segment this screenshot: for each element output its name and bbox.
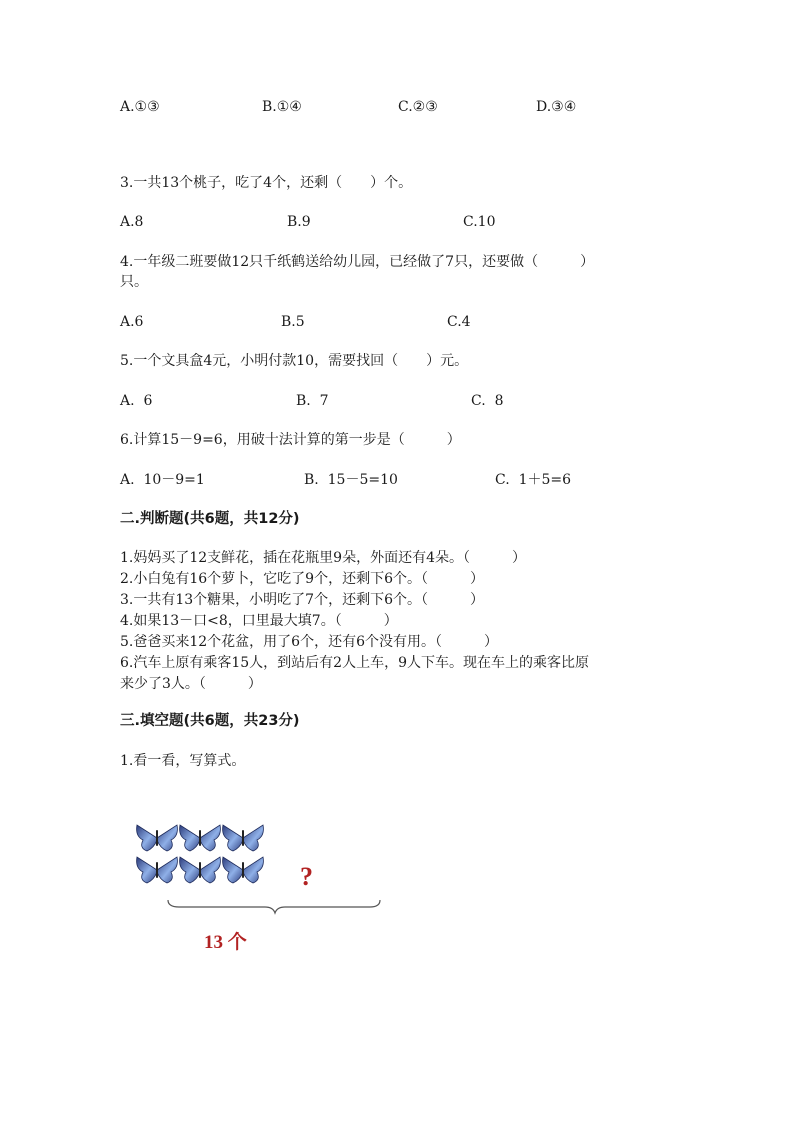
brace [165, 896, 385, 916]
judge-item-6-line1: 6.汽车上原有乘客15人，到站后有2人上车，9人下车。现在车上的乘客比原 [120, 655, 589, 671]
q3-option-a: A.8 [120, 214, 144, 230]
butterfly-icon [135, 854, 179, 890]
question-5: 5.一个文具盒4元，小明付款10，需要找回（ ）元。 [120, 353, 469, 369]
q4-option-a: A.6 [120, 314, 144, 330]
judge-item-6-line2: 来少了3人。（ ） [120, 676, 262, 692]
question-4-line1: 4.一年级二班要做12只千纸鹤送给幼儿园，已经做了7只，还要做（ ） [120, 254, 595, 270]
q3-option-c: C.10 [463, 214, 496, 230]
judge-item-4: 4.如果13－口<8，口里最大填7。（ ） [120, 613, 398, 629]
q6-option-a: A. 10－9=1 [120, 472, 205, 488]
q3-option-b: B.9 [287, 214, 311, 230]
question-4-line2: 只。 [120, 274, 148, 290]
section-3-title: 三.填空题(共6题，共23分) [120, 713, 300, 729]
q5-option-b: B. 7 [296, 393, 329, 409]
butterfly-icon [221, 822, 265, 858]
prev-option-d: D.③④ [536, 99, 577, 115]
total-label: 13 个 [204, 932, 247, 953]
question-mark: ? [300, 862, 313, 891]
prev-option-c: C.②③ [398, 99, 438, 115]
question-3: 3.一共13个桃子，吃了4个，还剩（ ）个。 [120, 175, 413, 191]
judge-item-1: 1.妈妈买了12支鲜花，插在花瓶里9朵，外面还有4朵。（ ） [120, 550, 526, 566]
judge-item-5: 5.爸爸买来12个花盆，用了6个，还有6个没有用。（ ） [120, 634, 498, 650]
judge-item-2: 2.小白兔有16个萝卜，它吃了9个，还剩下6个。（ ） [120, 571, 484, 587]
butterfly-icon [178, 854, 222, 890]
section-2-title: 二.判断题(共6题，共12分) [120, 511, 300, 527]
q5-option-c: C. 8 [471, 393, 504, 409]
judge-item-3: 3.一共有13个糖果，小明吃了7个，还剩下6个。（ ） [120, 592, 484, 608]
question-6: 6.计算15－9=6，用破十法计算的第一步是（ ） [120, 432, 461, 448]
q4-option-c: C.4 [447, 314, 471, 330]
prev-option-b: B.①④ [262, 99, 302, 115]
fill-question-1: 1.看一看，写算式。 [120, 753, 246, 769]
butterfly-icon [135, 822, 179, 858]
q6-option-c: C. 1＋5=6 [495, 472, 572, 488]
q4-option-b: B.5 [281, 314, 305, 330]
q6-option-b: B. 15－5=10 [304, 472, 398, 488]
butterfly-icon [178, 822, 222, 858]
butterfly-icon [221, 854, 265, 890]
prev-option-a: A.①③ [120, 99, 160, 115]
q5-option-a: A. 6 [120, 393, 153, 409]
